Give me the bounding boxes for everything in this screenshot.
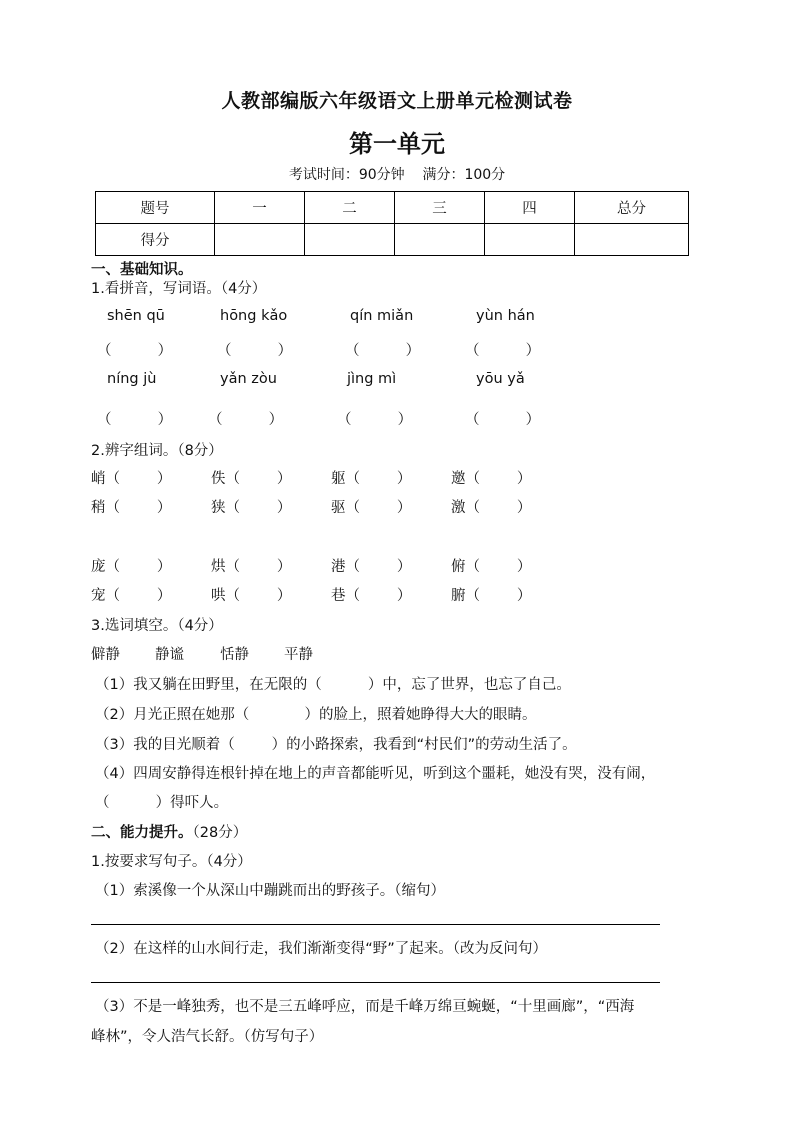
section1-heading: 一、基础知识。 [91, 262, 193, 278]
fill-sentence[interactable]: （4）四周安静得连根针掉在地上的声音都能听见，听到这个噩耗，她没有哭，没有闹， [95, 766, 656, 782]
word-item[interactable]: 峭（ ） [91, 471, 172, 487]
word-item[interactable]: 庞（ ） [91, 559, 172, 575]
word-choice: 僻静 [91, 647, 120, 663]
answer-blank[interactable]: （ ） [465, 412, 541, 428]
answer-blank[interactable]: （ ） [208, 412, 284, 428]
score-cell[interactable] [215, 224, 305, 256]
answer-line[interactable] [91, 924, 660, 925]
word-item[interactable]: 腑（ ） [451, 588, 532, 604]
word-item[interactable]: 稍（ ） [91, 500, 172, 516]
table-header-cell: 总分 [575, 192, 689, 224]
pinyin: shēn qū [107, 308, 165, 324]
q2-title: 2.辨字组词。（8分） [91, 443, 223, 459]
score-cell[interactable] [575, 224, 689, 256]
table-header-cell: 一 [215, 192, 305, 224]
pinyin: yōu yǎ [476, 371, 525, 387]
answer-blank[interactable]: （ ） [337, 412, 413, 428]
fill-sentence[interactable]: （3）我的目光顺着（ ）的小路探索，我看到“村民们”的劳动生活了。 [95, 737, 577, 753]
fill-sentence[interactable]: （ ）得吓人。 [95, 795, 229, 811]
score-table-header-row [96, 192, 689, 224]
pinyin: yǎn zòu [220, 371, 277, 387]
q3-title: 3.选词填空。（4分） [91, 618, 223, 634]
word-item[interactable]: 狭（ ） [211, 500, 292, 516]
word-item[interactable]: 激（ ） [451, 500, 532, 516]
answer-blank[interactable]: （ ） [465, 343, 541, 359]
unit-title: 第一单元 [349, 129, 445, 158]
pinyin: níng jù [107, 371, 157, 387]
score-cell[interactable] [305, 224, 395, 256]
sentence-task: 峰林”，令人浩气长舒。（仿写句子） [91, 1029, 324, 1045]
score-table-score-row [96, 224, 689, 256]
word-choice: 静谧 [155, 647, 184, 663]
fill-sentence[interactable]: （1）我又躺在田野里，在无限的（ ）中，忘了世界，也忘了自己。 [95, 677, 571, 693]
score-cell[interactable] [485, 224, 575, 256]
exam-title: 人教部编版六年级语文上册单元检测试卷 [221, 90, 573, 112]
word-item[interactable]: 驱（ ） [331, 500, 412, 516]
word-item[interactable]: 巷（ ） [331, 588, 412, 604]
word-item[interactable]: 邀（ ） [451, 471, 532, 487]
sentence-task: （3）不是一峰独秀，也不是三五峰呼应，而是千峰万绵亘蜿蜒，“十里画廊”，“西海 [95, 999, 635, 1015]
word-item[interactable]: 烘（ ） [211, 559, 292, 575]
section2-heading-text: 二、能力提升。 [91, 825, 193, 841]
word-item[interactable]: 佚（ ） [211, 471, 292, 487]
s2-q1-title: 1.按要求写句子。（4分） [91, 854, 252, 870]
score-row-label: 得分 [96, 224, 215, 256]
answer-blank[interactable]: （ ） [217, 343, 293, 359]
word-item[interactable]: 躯（ ） [331, 471, 412, 487]
word-choice: 恬静 [220, 647, 249, 663]
table-header-cell: 四 [485, 192, 575, 224]
section2-heading [91, 821, 247, 842]
answer-blank[interactable]: （ ） [345, 343, 421, 359]
answer-line[interactable] [91, 982, 660, 983]
answer-blank[interactable]: （ ） [97, 412, 173, 428]
section2-points: （28分） [192, 825, 248, 841]
table-header-cell: 题号 [96, 192, 215, 224]
word-item[interactable]: 俯（ ） [451, 559, 532, 575]
sentence-task: （1）索溪像一个从深山中蹦跳而出的野孩子。（缩句） [95, 883, 445, 899]
table-header-cell: 三 [395, 192, 485, 224]
word-item[interactable]: 港（ ） [331, 559, 412, 575]
score-table [95, 191, 689, 256]
exam-info: 考试时间：90分钟 满分：100分 [288, 167, 506, 183]
pinyin: hōng kǎo [220, 308, 288, 324]
pinyin: jìng mì [347, 371, 397, 387]
score-cell[interactable] [395, 224, 485, 256]
pinyin: yùn hán [476, 308, 535, 324]
table-header-cell: 二 [305, 192, 395, 224]
fill-sentence[interactable]: （2）月光正照在她那（ ）的脸上，照着她睁得大大的眼睛。 [95, 707, 537, 723]
word-item[interactable]: 哄（ ） [211, 588, 292, 604]
pinyin: qín miǎn [350, 308, 414, 324]
q1-title: 1.看拼音，写词语。（4分） [91, 281, 267, 297]
sentence-task: （2）在这样的山水间行走，我们渐渐变得“野”了起来。（改为反问句） [95, 941, 547, 957]
word-choice: 平静 [284, 647, 313, 663]
answer-blank[interactable]: （ ） [97, 343, 173, 359]
word-item[interactable]: 宠（ ） [91, 588, 172, 604]
